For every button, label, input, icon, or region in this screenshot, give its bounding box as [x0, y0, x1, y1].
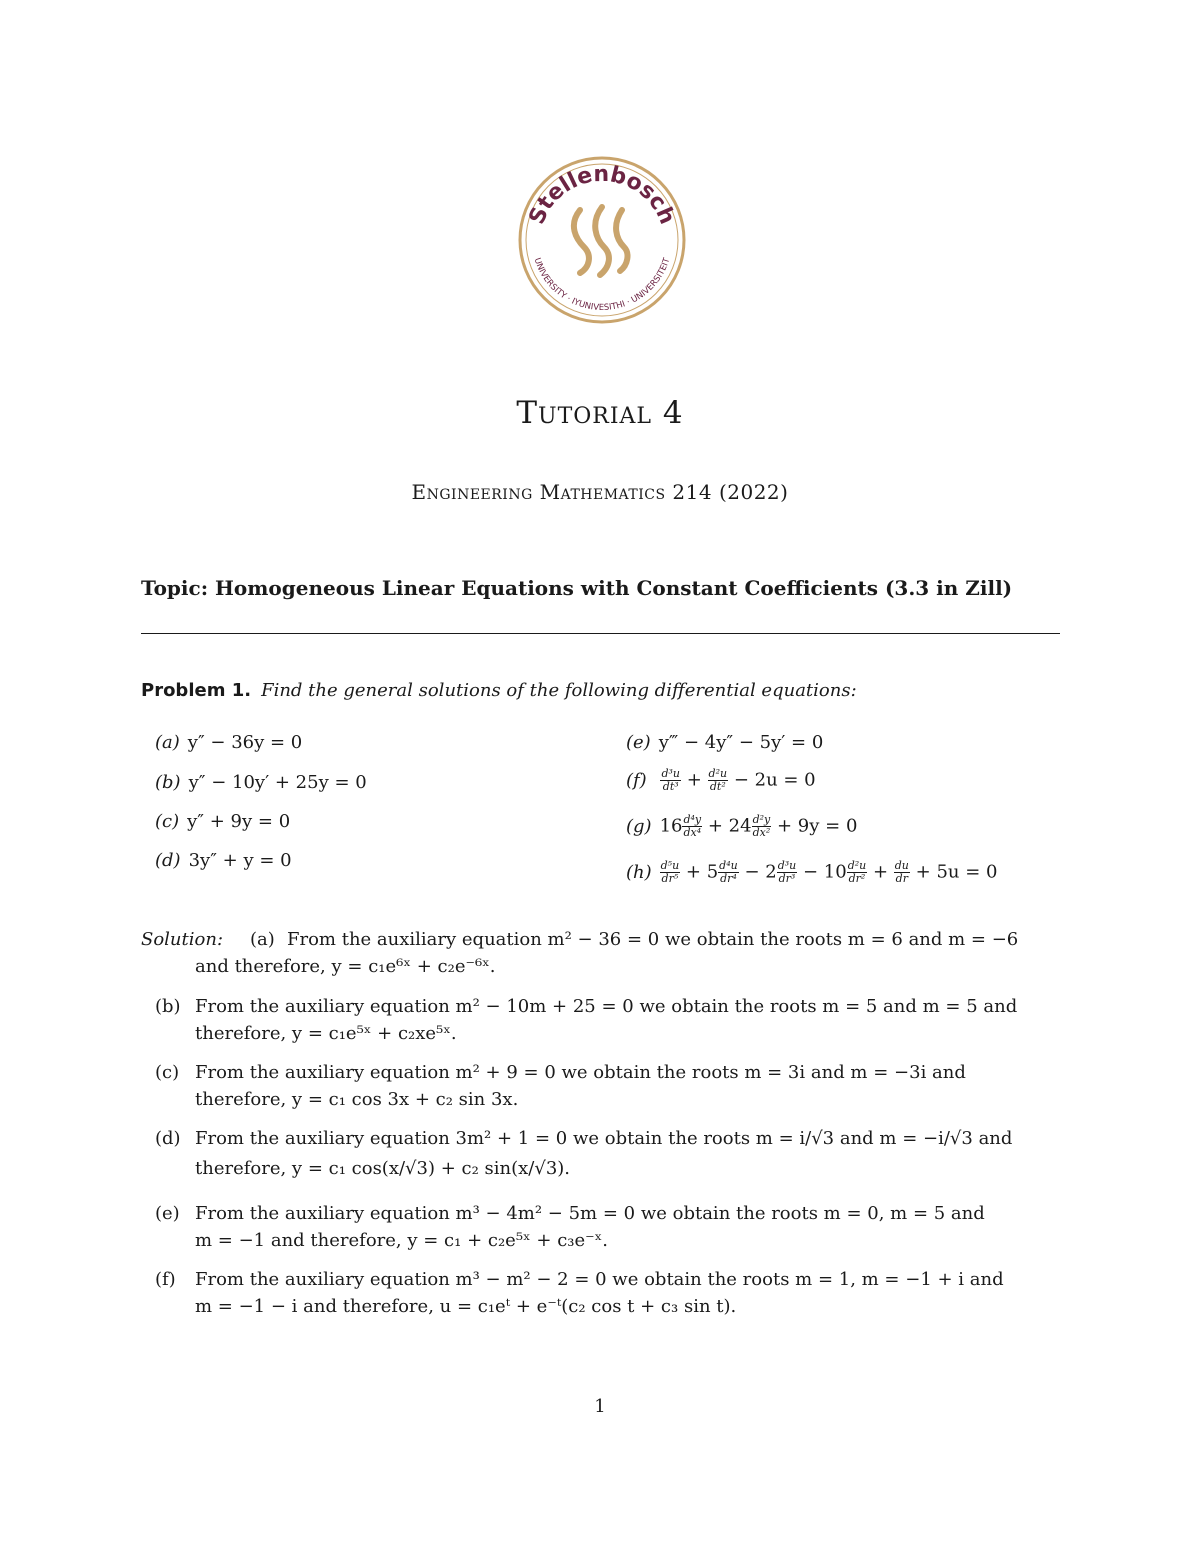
course-subtitle: Engineering Mathematics 214 (2022): [411, 480, 789, 504]
solution-a-tag: (a): [250, 929, 275, 950]
problem-item-a: (a) y″ − 36y = 0: [155, 732, 303, 753]
solution-label: Solution:: [141, 929, 224, 950]
solution-e-line1: From the auxiliary equation m³ − 4m² − 5m = 0 we obtain the roots m = 0, m = 5 and: [195, 1203, 985, 1224]
solution-f-line2: m = −1 − i and therefore, u = c₁eᵗ + e⁻ᵗ(c₂ cos t + c₃ sin t).: [195, 1296, 737, 1317]
solution-c-line1: From the auxiliary equation m² + 9 = 0 we obtain the roots m = 3i and m = −3i and: [195, 1062, 966, 1083]
solution-d-line2: therefore, y = c₁ cos(x/√3) + c₂ sin(x/√3).: [195, 1158, 571, 1179]
logo-emblem-icon: [574, 207, 628, 275]
problem-label: Problem 1.: [141, 680, 252, 701]
solution-b-line1: From the auxiliary equation m² − 10m + 25 = 0 we obtain the roots m = 5 and m = 5 and: [195, 996, 1018, 1017]
solution-b-tag: (b): [155, 996, 181, 1017]
solution-d-tag: (d): [155, 1128, 181, 1149]
solution-e-tag: (e): [155, 1203, 180, 1224]
problem-item-h: (h) $\frac{\text{d⁵u}}{\text{dr⁵}}$ + 5 $\frac{\text{d⁴u}}{\text{dr⁴}}$ − 2 $\frac{\text{d³u}}{\text{dr³}}$ − 10 $\frac{\text{d²u}}{\text{dr²}}$ + $\frac{du}{dr}$ + 5u = 0: [626, 859, 998, 885]
solution-c-tag: (c): [155, 1062, 180, 1083]
page-number: 1: [594, 1396, 606, 1417]
svg-text:Stellenbosch: [525, 162, 680, 228]
logo-ring-text: UNIVERSITY · IYUNIVESITHI · UNIVERSITEIT: [531, 256, 673, 314]
page-title: Tutorial 4: [516, 395, 684, 431]
problem-heading: [141, 680, 857, 701]
solution-c-line2: therefore, y = c₁ cos 3x + c₂ sin 3x.: [195, 1089, 519, 1110]
solution-a-line2: and therefore, y = c₁e⁶ˣ + c₂e⁻⁶ˣ.: [195, 956, 496, 977]
divider: [141, 633, 1060, 634]
solution-b-line2: therefore, y = c₁e⁵ˣ + c₂xe⁵ˣ.: [195, 1023, 457, 1044]
solution-e-line2: m = −1 and therefore, y = c₁ + c₂e⁵ˣ + c₃e⁻ˣ.: [195, 1230, 608, 1251]
solution-d-line1: From the auxiliary equation 3m² + 1 = 0 we obtain the roots m = i/√3 and m = −i/√3 and: [195, 1128, 1013, 1149]
topic-heading: Topic: Homogeneous Linear Equations with Constant Coefficients (3.3 in Zill): [141, 576, 1013, 600]
problem-item-c: (c) y″ + 9y = 0: [155, 811, 291, 832]
problem-item-f: (f) $\frac{\text{d³u}}{\text{dt³}}$ + $\frac{\text{d²u}}{\text{dt²}}$ − 2u = 0: [626, 767, 816, 793]
solution-a-line1: From the auxiliary equation m² − 36 = 0 we obtain the roots m = 6 and m = −6: [287, 929, 1019, 950]
problem-instruction: Find the general solutions of the following differential equations:: [261, 680, 857, 701]
stellenbosch-logo: [510, 155, 694, 325]
problem-item-e: (e) y‴ − 4y″ − 5y′ = 0: [626, 732, 824, 753]
problem-item-b: (b) y″ − 10y′ + 25y = 0: [155, 772, 367, 793]
logo-wordmark: Stellenbosch: [524, 161, 680, 229]
problem-item-d: (d) 3y″ + y = 0: [155, 850, 292, 871]
solution-f-line1: From the auxiliary equation m³ − m² − 2 = 0 we obtain the roots m = 1, m = −1 + i and: [195, 1269, 1004, 1290]
problem-item-g: (g) 16 $\frac{\text{d⁴y}}{\text{dx⁴}}$ + 24 $\frac{\text{d²y}}{\text{dx²}}$ + 9y = 0: [626, 813, 858, 839]
solution-f-tag: (f): [155, 1269, 176, 1290]
